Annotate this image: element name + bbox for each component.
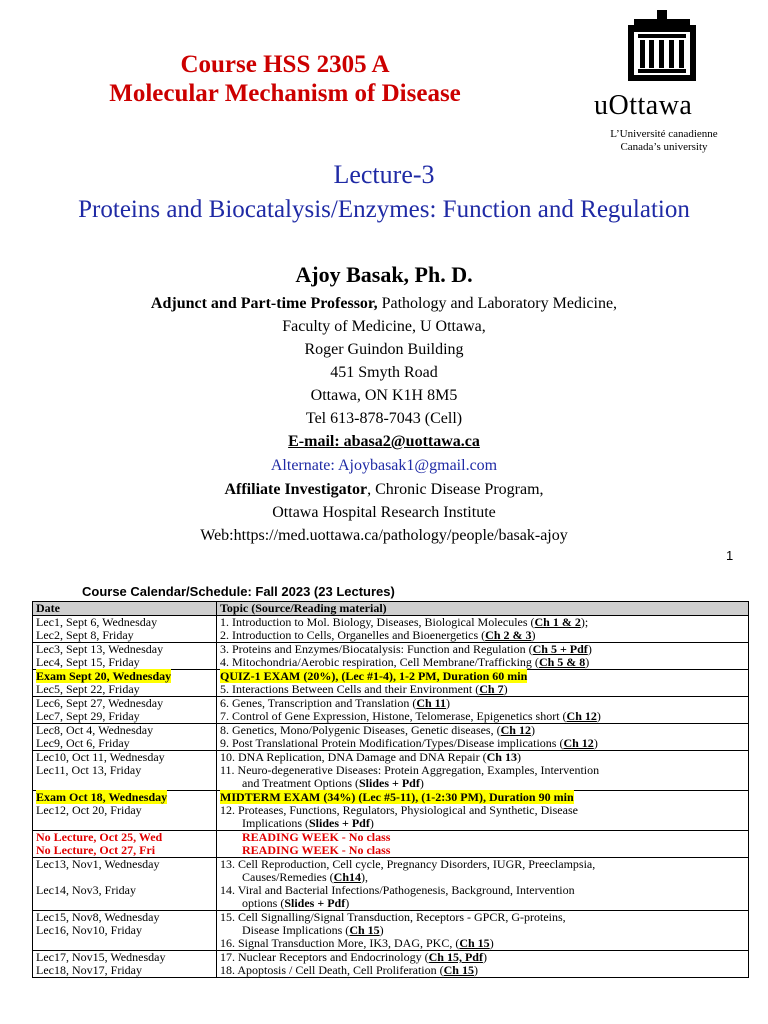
course-name: Molecular Mechanism of Disease (109, 80, 461, 107)
topic-cell (217, 751, 749, 791)
date-cell (33, 751, 217, 791)
course-code: Course HSS 2305 A (180, 51, 390, 78)
role-department: Pathology and Laboratory Medicine, (377, 295, 618, 312)
author-alternate-email[interactable]: Alternate: Ajoybasak1@gmail.com (270, 457, 498, 474)
topic-line: 12. Proteases, Functions, Regulators, Physiological and Synthetic, Disease (220, 803, 578, 817)
date-line: Lec18, Nov17, Friday (36, 963, 142, 977)
date-line: Lec12, Oct 20, Friday (36, 803, 142, 817)
topic-line: 11. Neuro-degenerative Diseases: Protein Aggregation, Examples, Intervention (220, 763, 600, 777)
topic-line: 8. Genetics, Mono/Polygenic Diseases, Genetic diseases, (Ch 12) (220, 723, 535, 737)
table-row (33, 791, 749, 831)
date-cell (33, 858, 217, 911)
table-row (33, 751, 749, 791)
topic-line: 14. Viral and Bacterial Infections/Pathogenesis, Background, Intervention (220, 883, 575, 897)
table-row (33, 616, 749, 643)
topic-cell (217, 724, 749, 751)
topic-line: 4. Mitochondria/Aerobic respiration, Cell Membrane/Trafficking (Ch 5 & 8) (220, 655, 590, 669)
date-cell (33, 643, 217, 670)
topic-line: 2. Introduction to Cells, Organelles and Bioenergetics (Ch 2 & 3) (220, 628, 536, 642)
affiliation-program: , Chronic Disease Program, (367, 481, 544, 498)
date-cell (33, 831, 217, 858)
table-header-row (33, 602, 749, 616)
table-row (33, 858, 749, 911)
topic-cell (217, 697, 749, 724)
logo-subtitle-fr: L’Université canadienne (610, 128, 718, 140)
author-faculty: Faculty of Medicine, U Ottawa, (282, 318, 486, 335)
date-line: Lec14, Nov3, Friday (36, 883, 136, 897)
logo-subtitle (588, 128, 740, 154)
date-line: Lec11, Oct 13, Friday (36, 763, 142, 777)
date-line: Lec13, Nov1, Wednesday (36, 857, 160, 871)
date-line: No Lecture, Oct 27, Fri (36, 843, 156, 857)
date-line: Lec4, Sept 15, Friday (36, 655, 140, 669)
header-date: Date (33, 602, 217, 616)
date-cell (33, 697, 217, 724)
topic-line: 10. DNA Replication, DNA Damage and DNA Repair (Ch 13) (220, 750, 521, 764)
topic-cell (217, 951, 749, 978)
date-line: Lec3, Sept 13, Wednesday (36, 642, 164, 656)
date-cell (33, 911, 217, 951)
author-phone: Tel 613-878-7043 (Cell) (305, 410, 463, 427)
topic-line: 16. Signal Transduction More, IK3, DAG, PKC, (Ch 15) (220, 936, 494, 950)
topic-cell (217, 670, 749, 697)
date-cell (33, 670, 217, 697)
author-web[interactable]: Web:https://med.uottawa.ca/pathology/people/basak-ajoy (200, 527, 568, 544)
topic-line: 15. Cell Signalling/Signal Transduction, Receptors - GPCR, G-proteins, (220, 910, 566, 924)
topic-cell (217, 858, 749, 911)
author-email (0, 431, 768, 453)
date-line: Exam Oct 18, Wednesday (36, 790, 168, 804)
date-line: Lec9, Oct 6, Friday (36, 736, 130, 750)
header-topic: Topic (Source/Reading material) (217, 602, 749, 616)
author-building: Roger Guindon Building (304, 341, 464, 358)
author-affiliation (0, 479, 768, 501)
topic-line: Disease Implications (Ch 15) (242, 923, 384, 937)
date-line: Lec5, Sept 22, Friday (36, 682, 140, 696)
email-link[interactable]: E-mail: abasa2@uottawa.ca (288, 433, 480, 450)
topic-line: Causes/Remedies (Ch14), (242, 870, 368, 884)
lecture-number: Lecture-3 (333, 160, 435, 189)
date-line: Lec7, Sept 29, Friday (36, 709, 140, 723)
date-line: Lec8, Oct 4, Wednesday (36, 723, 154, 737)
topic-line: 7. Control of Gene Expression, Histone, Telomerase, Epigenetics short (Ch 12) (220, 709, 601, 723)
table-row (33, 831, 749, 858)
topic-line: and Treatment Options (Slides + Pdf) (242, 776, 424, 790)
topic-line: 1. Introduction to Mol. Biology, Diseases, Biological Molecules (Ch 1 & 2); (220, 615, 589, 629)
date-line: Lec17, Nov15, Wednesday (36, 950, 166, 964)
topic-line: 18. Apoptosis / Cell Death, Cell Proliferation (Ch 15) (220, 963, 478, 977)
topic-cell (217, 791, 749, 831)
date-line: Lec15, Nov8, Wednesday (36, 910, 160, 924)
date-line: Lec6, Sept 27, Wednesday (36, 696, 164, 710)
logo-subtitle-en: Canada’s university (620, 141, 708, 153)
date-cell (33, 951, 217, 978)
author-city: Ottawa, ON K1H 8M5 (310, 387, 458, 404)
role-title: Adjunct and Part-time Professor, (150, 295, 378, 312)
topic-cell (217, 911, 749, 951)
topic-line: READING WEEK - No class (242, 830, 391, 844)
page-number: 1 (726, 548, 734, 563)
topic-line: 9. Post Translational Protein Modification/Types/Disease implications (Ch 12) (220, 736, 598, 750)
logo-wordmark: uOttawa (594, 90, 693, 121)
author-institute: Ottawa Hospital Research Institute (272, 504, 496, 521)
author-role (0, 293, 768, 315)
author-name: Ajoy Basak, Ph. D. (295, 262, 473, 287)
topic-line: options (Slides + Pdf) (242, 896, 350, 910)
topic-cell (217, 616, 749, 643)
date-cell (33, 724, 217, 751)
schedule-table (32, 601, 749, 978)
topic-cell (217, 831, 749, 858)
date-line: Lec2, Sept 8, Friday (36, 628, 134, 642)
building-icon (626, 10, 698, 84)
date-cell (33, 791, 217, 831)
table-row (33, 697, 749, 724)
schedule-caption: Course Calendar/Schedule: Fall 2023 (23 Lectures) (82, 584, 395, 599)
date-line: Lec16, Nov10, Friday (36, 923, 142, 937)
date-line: Lec1, Sept 6, Wednesday (36, 615, 158, 629)
table-row (33, 911, 749, 951)
topic-line: 3. Proteins and Enzymes/Biocatalysis: Function and Regulation (Ch 5 + Pdf) (220, 642, 592, 656)
topic-line: 17. Nuclear Receptors and Endocrinology (Ch 15, Pdf) (220, 950, 487, 964)
topic-line: 6. Genes, Transcription and Translation (Ch 11) (220, 696, 451, 710)
affiliation-title: Affiliate Investigator (224, 481, 368, 498)
table-row (33, 951, 749, 978)
exam-line: MIDTERM EXAM (34%) (Lec #5-11), (1-2:30 PM), Duration 90 min (220, 790, 574, 804)
lecture-title: Proteins and Biocatalysis/Enzymes: Function and Regulation (78, 196, 690, 223)
topic-line: READING WEEK - No class (242, 843, 391, 857)
date-line: No Lecture, Oct 25, Wed (36, 830, 163, 844)
uottawa-logo (588, 10, 748, 154)
table-row (33, 670, 749, 697)
date-cell (33, 616, 217, 643)
topic-line: Implications (Slides + Pdf) (242, 816, 374, 830)
exam-line: QUIZ-1 EXAM (20%), (Lec #1-4), 1-2 PM, Duration 60 min (220, 669, 528, 683)
course-title (40, 50, 530, 108)
date-line: Lec10, Oct 11, Wednesday (36, 750, 165, 764)
table-row (33, 724, 749, 751)
date-line: Exam Sept 20, Wednesday (36, 669, 172, 683)
author-street: 451 Smyth Road (330, 364, 438, 381)
topic-line: 13. Cell Reproduction, Cell cycle, Pregnancy Disorders, IUGR, Preeclampsia, (220, 857, 596, 871)
table-row (33, 643, 749, 670)
topic-line: 5. Interactions Between Cells and their Environment (Ch 7) (220, 682, 508, 696)
topic-cell (217, 643, 749, 670)
